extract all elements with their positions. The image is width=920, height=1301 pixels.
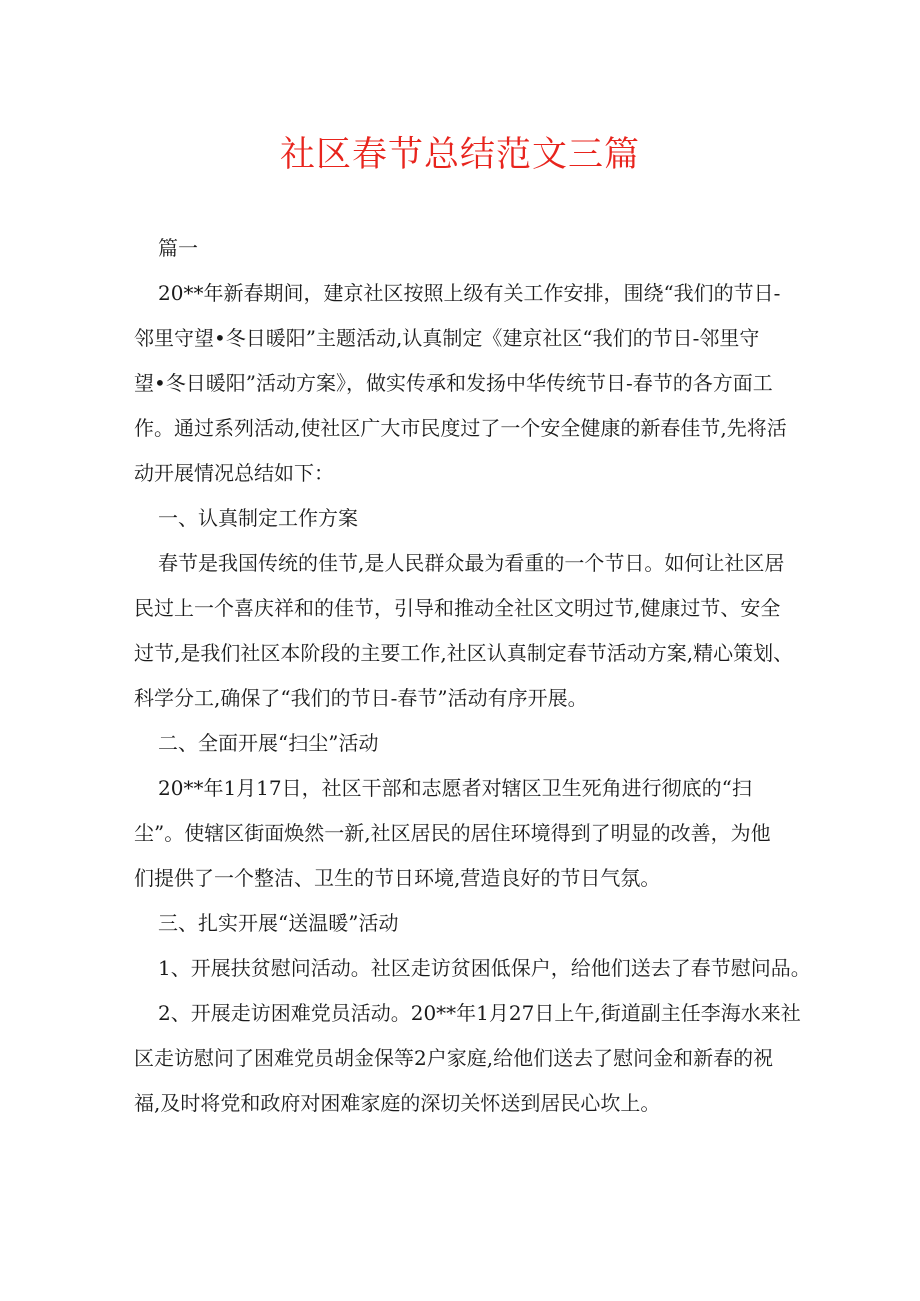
body-line: 民过上一个喜庆祥和的佳节，引导和推动全社区文明过节,健康过节、安全 xyxy=(134,596,781,620)
document-body xyxy=(134,226,810,1126)
body-line: 动开展情况总结如下： xyxy=(134,461,334,485)
body-line: 三、扎实开展“送温暖”活动 xyxy=(158,911,399,935)
body-line: 2、开展走访困难党员活动。20**年1月27日上午,街道副主任李海水来社 xyxy=(158,1001,801,1025)
body-line: 区走访慰问了困难党员胡金保等2户家庭,给他们送去了慰问金和新春的祝 xyxy=(134,1046,774,1070)
body-line: 1、开展扶贫慰问活动。社区走访贫困低保户，给他们送去了春节慰问品。 xyxy=(158,956,811,980)
body-line: 过节,是我们社区本阶段的主要工作,社区认真制定春节活动方案,精心策划、 xyxy=(134,641,794,665)
body-line: 尘”。使辖区街面焕然一新,社区居民的居住环境得到了明显的改善，为他 xyxy=(134,821,771,845)
body-line: 春节是我国传统的佳节,是人民群众最为看重的一个节日。如何让社区居 xyxy=(158,551,785,575)
body-line: 科学分工,确保了“我们的节日-春节”活动有序开展。 xyxy=(134,686,588,710)
body-line: 20**年1月17日，社区干部和志愿者对辖区卫生死角进行彻底的“扫 xyxy=(158,776,752,800)
body-line: 福,及时将党和政府对困难家庭的深切关怀送到居民心坎上。 xyxy=(134,1091,661,1115)
body-line: 一、认真制定工作方案 xyxy=(158,506,358,530)
body-line: 20**年新春期间，建京社区按照上级有关工作安排，围绕“我们的节日- xyxy=(158,281,781,305)
body-line: 们提供了一个整洁、卫生的节日环境,营造良好的节日气氛。 xyxy=(134,866,661,890)
body-line: 作。通过系列活动,使社区广大市民度过了一个安全健康的新春佳节,先将活 xyxy=(134,416,787,440)
document-title: 社区春节总结范文三篇 xyxy=(279,135,640,175)
body-line: 望•冬日暖阳”活动方案》，做实传承和发扬中华传统节日-春节的各方面工 xyxy=(134,371,773,395)
body-line: 篇一 xyxy=(158,236,198,260)
body-line: 二、全面开展“扫尘”活动 xyxy=(158,731,379,755)
body-line: 邻里守望•冬日暖阳”主题活动,认真制定《建京社区“我们的节日-邻里守 xyxy=(134,326,760,350)
